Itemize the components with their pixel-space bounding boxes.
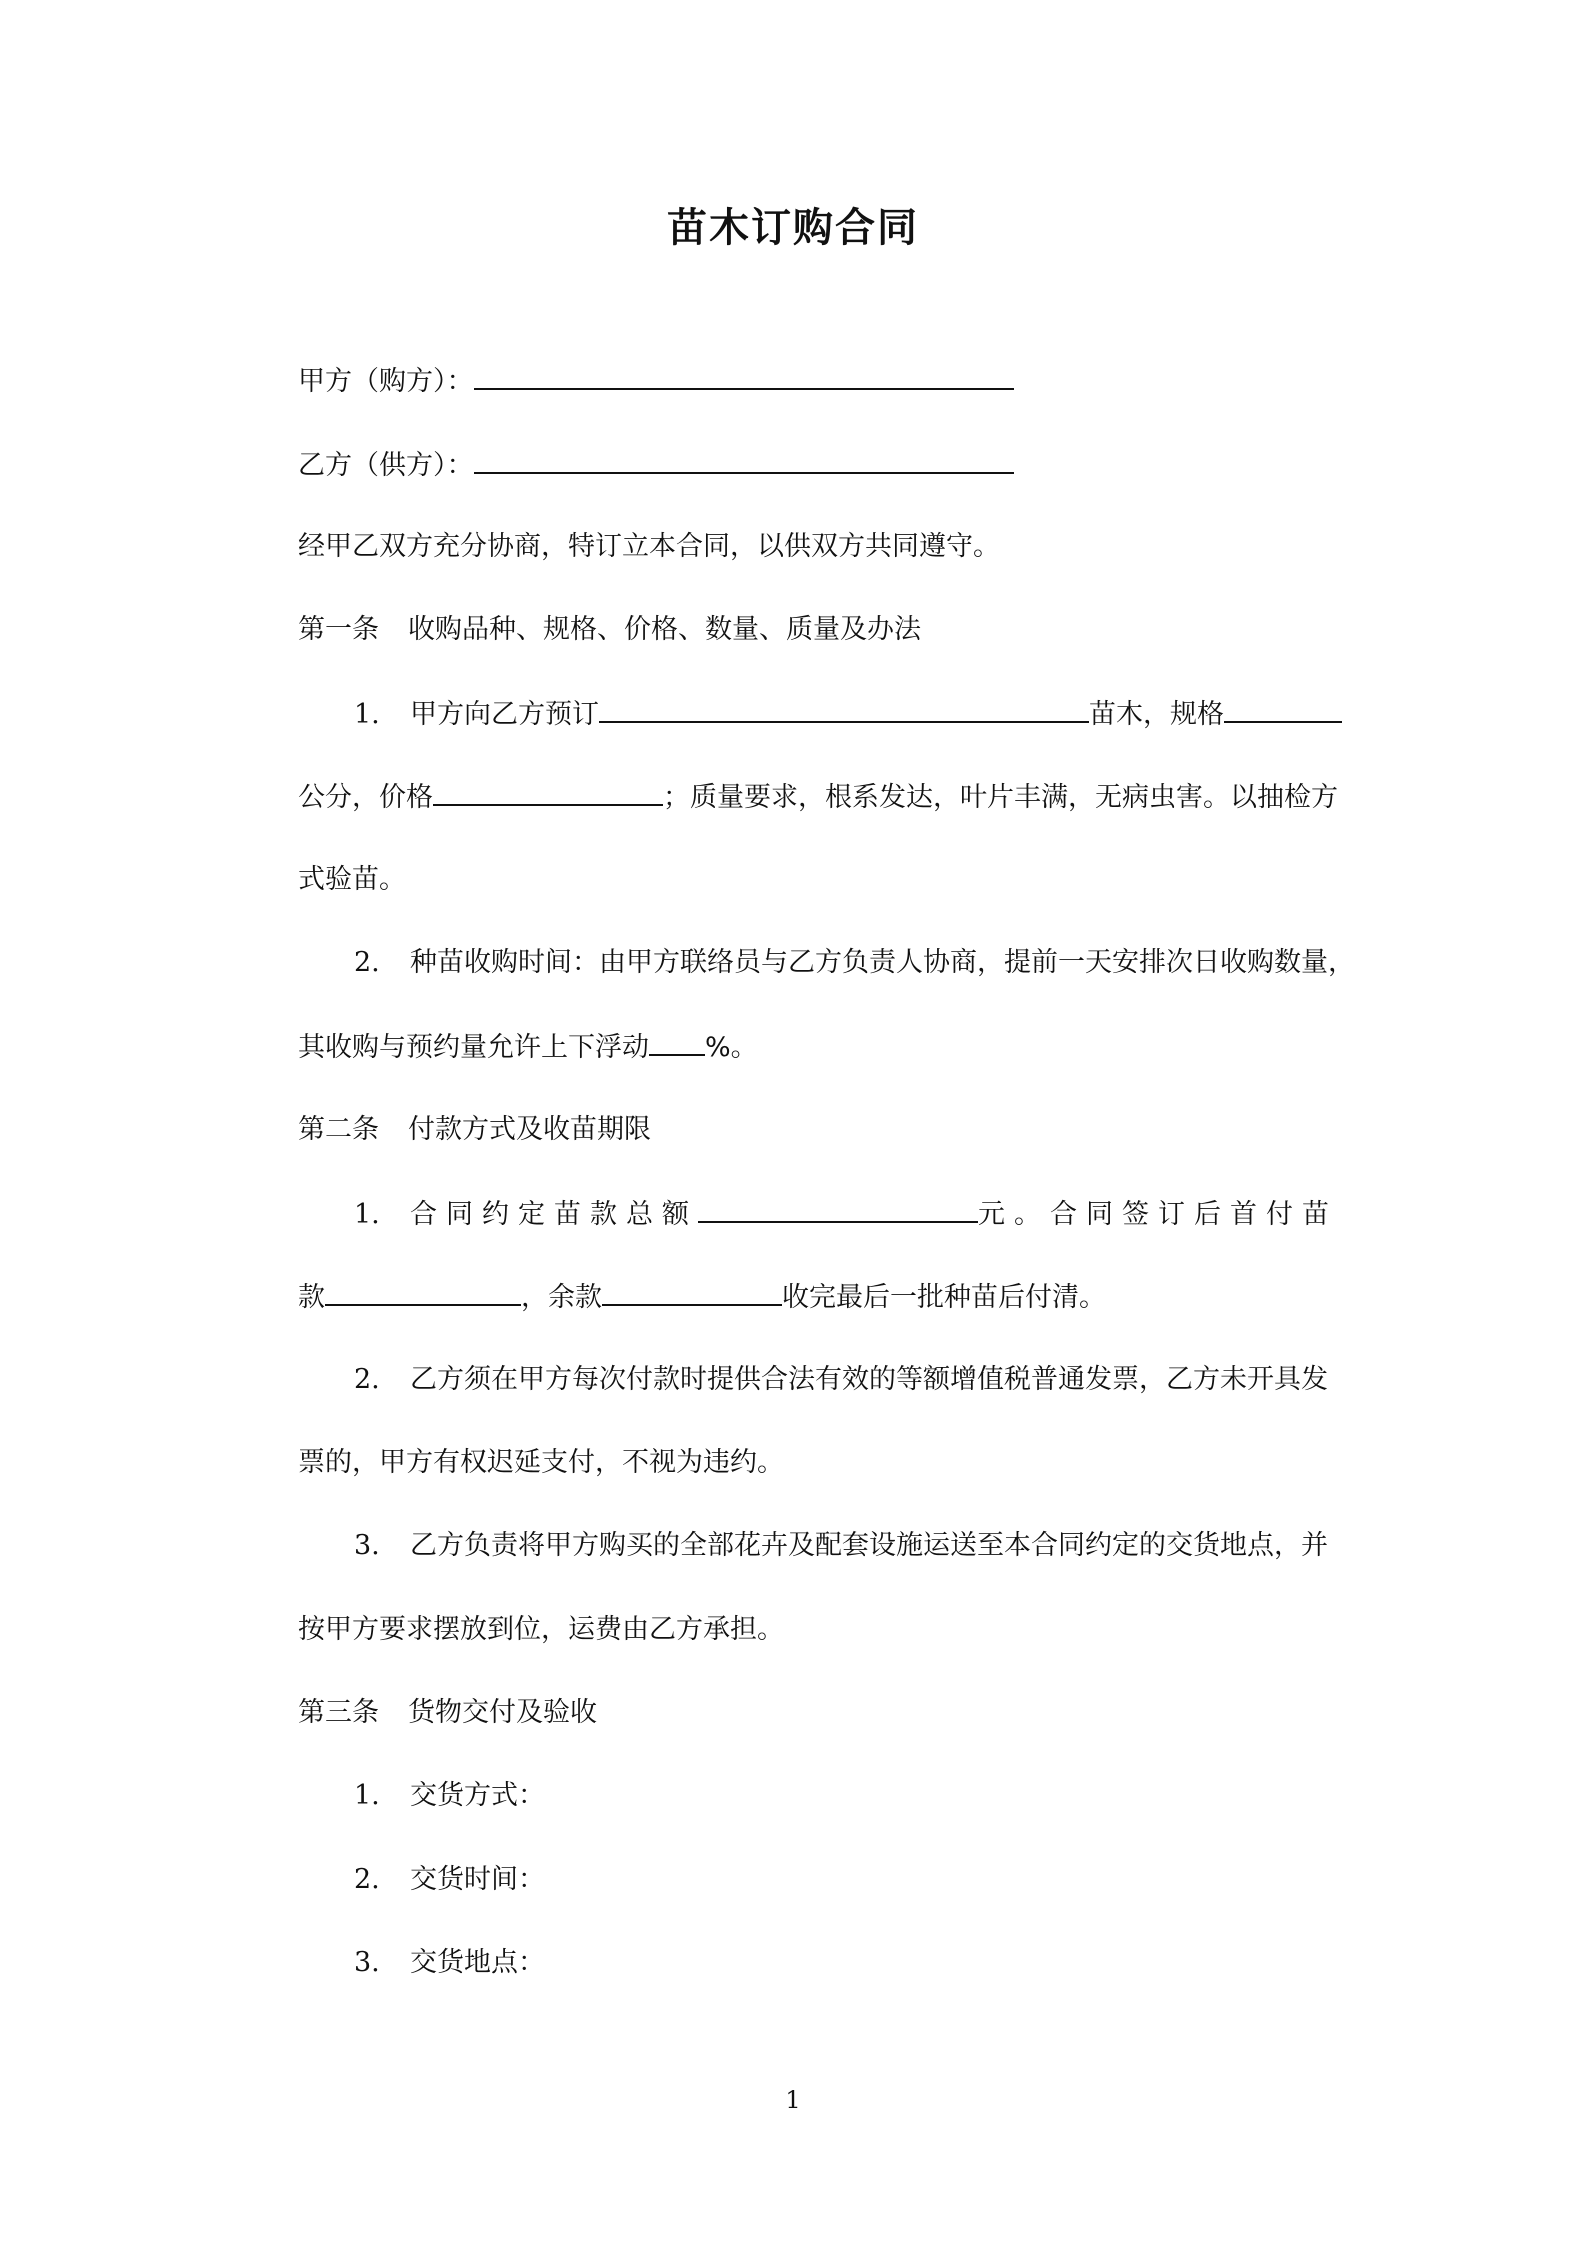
article3-item3-line bbox=[298, 1943, 1406, 1983]
intro-text: 经甲乙双方充分协商，特订立本合同，以供双方共同遵守。 bbox=[298, 531, 1000, 562]
article3-item2-line bbox=[298, 1860, 1406, 1900]
article2-heading-line bbox=[298, 1110, 1350, 1150]
article1-heading: 收购品种、规格、价格、数量、质量及办法 bbox=[408, 614, 921, 645]
article1-item2-line2 bbox=[298, 1026, 1350, 1068]
party-a-line bbox=[298, 360, 1350, 402]
article2-item2-text-a: 乙方须在甲方每次付款时提供合法有效的等额增值税普通发票，乙方未开具发 bbox=[410, 1364, 1328, 1395]
article1-item1-text-b: 苗木，规格 bbox=[1089, 699, 1224, 730]
article1-item2-line1 bbox=[298, 943, 1406, 983]
article2-item1-text-c: 款 bbox=[298, 1282, 325, 1313]
seedling-variety-blank[interactable] bbox=[599, 693, 1089, 723]
article1-item1-text-d: ；质量要求，根系发达，叶片丰满，无病虫害。以抽检方 bbox=[663, 782, 1338, 813]
article2-item1-text-b: 元。合同签订后首付苗 bbox=[978, 1199, 1338, 1230]
article2-item1-line2 bbox=[298, 1276, 1350, 1318]
article2-label: 第二条 bbox=[298, 1114, 379, 1145]
party-b-label: 乙方（供方）： bbox=[298, 450, 474, 481]
page-number: 1 bbox=[785, 2086, 801, 2114]
article2-item3-num: 3. bbox=[354, 1530, 380, 1561]
article3-item3-num: 3. bbox=[354, 1947, 380, 1978]
article1-item1-text-a: 甲方向乙方预订 bbox=[410, 699, 599, 730]
article1-item1-line2 bbox=[298, 776, 1350, 818]
article2-item3-text-a: 乙方负责将甲方购买的全部花卉及配套设施运送至本合同约定的交货地点，并 bbox=[410, 1530, 1328, 1561]
article1-item1-num: 1. bbox=[354, 699, 380, 730]
float-percent-blank[interactable] bbox=[649, 1026, 705, 1056]
article2-item1-text-d: ，余款 bbox=[521, 1282, 602, 1313]
article2-item1-line1 bbox=[298, 1193, 1406, 1235]
balance-blank[interactable] bbox=[602, 1276, 782, 1306]
price-blank[interactable] bbox=[433, 776, 663, 806]
article2-item1-text-a: 合同约定苗款总额 bbox=[410, 1199, 698, 1230]
delivery-method-label: 交货方式： bbox=[410, 1780, 545, 1811]
article1-label: 第一条 bbox=[298, 614, 379, 645]
article3-item1-num: 1. bbox=[354, 1780, 380, 1811]
article1-item2-text-b: 其收购与预约量允许上下浮动 bbox=[298, 1032, 649, 1063]
article1-item2-num: 2. bbox=[354, 947, 380, 978]
article3-heading-line bbox=[298, 1693, 1350, 1733]
article1-item1-text-c: 公分，价格 bbox=[298, 782, 433, 813]
party-b-blank[interactable] bbox=[474, 444, 1014, 474]
spec-blank[interactable] bbox=[1224, 693, 1342, 723]
article1-item1-line1 bbox=[298, 693, 1406, 735]
article1-item2-text-c: %。 bbox=[705, 1032, 758, 1063]
party-a-blank[interactable] bbox=[474, 360, 1014, 390]
first-payment-blank[interactable] bbox=[325, 1276, 521, 1306]
article2-item3-line2: 按甲方要求摆放到位，运费由乙方承担。 bbox=[298, 1614, 784, 1645]
party-b-line bbox=[298, 444, 1350, 486]
article3-item1-line bbox=[298, 1776, 1406, 1816]
article1-item2-text-a: 种苗收购时间：由甲方联络员与乙方负责人协商，提前一天安排次日收购数量， bbox=[410, 947, 1355, 978]
article1-heading-line bbox=[298, 610, 1350, 650]
article3-label: 第三条 bbox=[298, 1697, 379, 1728]
article3-item2-num: 2. bbox=[354, 1864, 380, 1895]
article2-item1-num: 1. bbox=[354, 1199, 380, 1230]
article2-item2-line1 bbox=[298, 1360, 1406, 1400]
document-title: 苗木订购合同 bbox=[667, 205, 919, 251]
delivery-place-label: 交货地点： bbox=[410, 1947, 545, 1978]
article2-item2-line2: 票的，甲方有权迟延支付，不视为违约。 bbox=[298, 1447, 784, 1478]
article1-item1-line3: 式验苗。 bbox=[298, 864, 406, 895]
article2-item3-line1 bbox=[298, 1526, 1406, 1566]
article3-heading: 货物交付及验收 bbox=[408, 1697, 597, 1728]
article2-item1-text-e: 收完最后一批种苗后付清。 bbox=[782, 1282, 1106, 1313]
party-a-label: 甲方（购方）： bbox=[298, 366, 474, 397]
article2-heading: 付款方式及收苗期限 bbox=[408, 1114, 651, 1145]
article2-item2-num: 2. bbox=[354, 1364, 380, 1395]
delivery-time-label: 交货时间： bbox=[410, 1864, 545, 1895]
total-amount-blank[interactable] bbox=[698, 1193, 978, 1223]
